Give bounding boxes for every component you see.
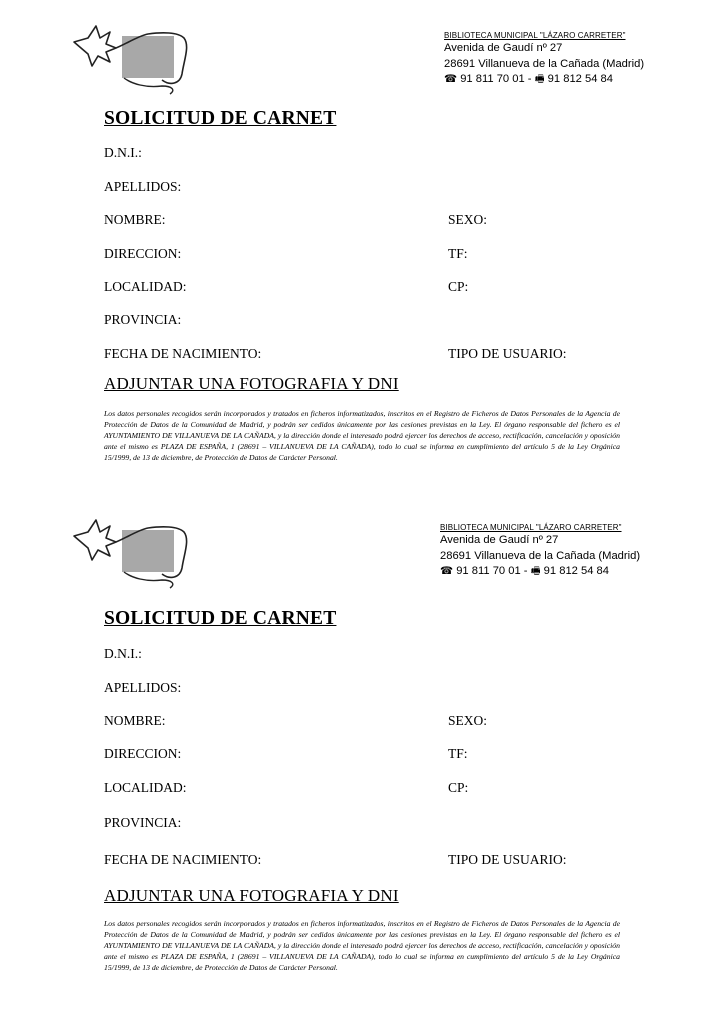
form-copy-1 — [0, 0, 724, 500]
nombre-label: NOMBRE: — [104, 713, 166, 728]
localidad-label: LOCALIDAD: — [104, 279, 187, 294]
form-title: SOLICITUD DE CARNET — [104, 108, 337, 129]
fecha-nacimiento-label: FECHA DE NACIMIENTO: — [104, 346, 262, 361]
library-fax: 91 812 54 84 — [543, 565, 609, 577]
library-phone: 91 811 70 01 - — [456, 565, 528, 577]
cp-label: CP: — [448, 279, 469, 294]
tipo-usuario-label: TIPO DE USUARIO: — [448, 852, 567, 867]
direccion-label: DIRECCION: — [104, 246, 182, 261]
library-address: Avenida de Gaudí nº 27 — [440, 534, 559, 546]
tf-label: TF: — [448, 246, 468, 261]
sexo-label: SEXO: — [448, 713, 488, 728]
library-phone: 91 811 70 01 - — [460, 73, 532, 85]
apellidos-label: APELLIDOS: — [104, 680, 182, 695]
library-city: 28691 Villanueva de la Cañada (Madrid) — [444, 57, 645, 70]
library-phone-line — [440, 564, 710, 580]
tipo-usuario-label: TIPO DE USUARIO: — [448, 346, 567, 361]
phone-icon: ☎ — [440, 565, 454, 577]
phone-icon: ☎ — [444, 73, 458, 85]
direccion-label: DIRECCION: — [104, 746, 182, 761]
form-copy-2 — [0, 506, 724, 1006]
fax-icon: 🖷 — [530, 565, 541, 577]
dni-label: D.N.I.: — [104, 646, 142, 661]
library-name: BIBLIOTECA MUNICIPAL "LÁZARO CARRETER" — [444, 31, 626, 40]
library-header — [444, 30, 714, 88]
cp-label: CP: — [448, 780, 469, 795]
library-city: 28691 Villanueva de la Cañada (Madrid) — [440, 549, 641, 562]
legal-notice: Los datos personales recogidos serán incorporados y tratados en ficheros informatizados, inscritos en el Registro de Ficheros de Datos Personales de la Agencia de Protección de Datos de la Comunidad de Madrid, y podrán ser cedidos únicamente por las cesiones previstas en la Ley. El órgano responsable del fichero es el AYUNTAMIENTO DE VILLANUEVA DE LA CAÑADA, y la dirección donde el interesado podrá ejercer los derechos de acceso, rectificación, cancelación y oposición ante el mismo es PLAZA DE ESPAÑA, 1 (28691 – VILLANUEVA DE LA CAÑADA), todo lo cual se informa en cumplimiento del artículo 5 de la Ley Orgánica 15/1999, de 13 de diciembre, de Protección de Datos de Carácter Personal. — [104, 919, 620, 972]
library-logo — [66, 508, 216, 600]
apellidos-label: APELLIDOS: — [104, 179, 182, 194]
fax-icon: 🖷 — [534, 73, 545, 85]
fecha-nacimiento-label: FECHA DE NACIMIENTO: — [104, 852, 262, 867]
form-title: SOLICITUD DE CARNET — [104, 608, 337, 629]
nombre-label: NOMBRE: — [104, 212, 166, 227]
localidad-label: LOCALIDAD: — [104, 780, 187, 795]
library-fax: 91 812 54 84 — [547, 73, 613, 85]
sexo-label: SEXO: — [448, 212, 488, 227]
tf-label: TF: — [448, 746, 468, 761]
legal-notice: Los datos personales recogidos serán incorporados y tratados en ficheros informatizados, inscritos en el Registro de Ficheros de Datos Personales de la Agencia de Protección de Datos de la Comunidad de Madrid, y podrán ser cedidos únicamente por las cesiones previstas en la Ley. El órgano responsable del fichero es el AYUNTAMIENTO DE VILLANUEVA DE LA CAÑADA, y la dirección donde el interesado podrá ejercer los derechos de acceso, rectificación, cancelación y oposición ante el mismo es PLAZA DE ESPAÑA, 1 (28691 – VILLANUEVA DE LA CAÑADA), todo lo cual se informa en cumplimiento del artículo 5 de la Ley Orgánica 15/1999, de 13 de diciembre, de Protección de Datos de Carácter Personal. — [104, 409, 620, 462]
library-logo — [66, 14, 216, 106]
adjuntar-notice: ADJUNTAR UNA FOTOGRAFIA Y DNI — [104, 886, 399, 905]
provincia-label: PROVINCIA: — [104, 815, 182, 830]
provincia-label: PROVINCIA: — [104, 312, 182, 327]
library-header — [440, 522, 710, 580]
adjuntar-notice: ADJUNTAR UNA FOTOGRAFIA Y DNI — [104, 374, 399, 393]
library-address: Avenida de Gaudí nº 27 — [444, 42, 563, 54]
library-phone-line — [444, 72, 714, 88]
dni-label: D.N.I.: — [104, 145, 142, 160]
library-name: BIBLIOTECA MUNICIPAL "LÁZARO CARRETER" — [440, 523, 622, 532]
